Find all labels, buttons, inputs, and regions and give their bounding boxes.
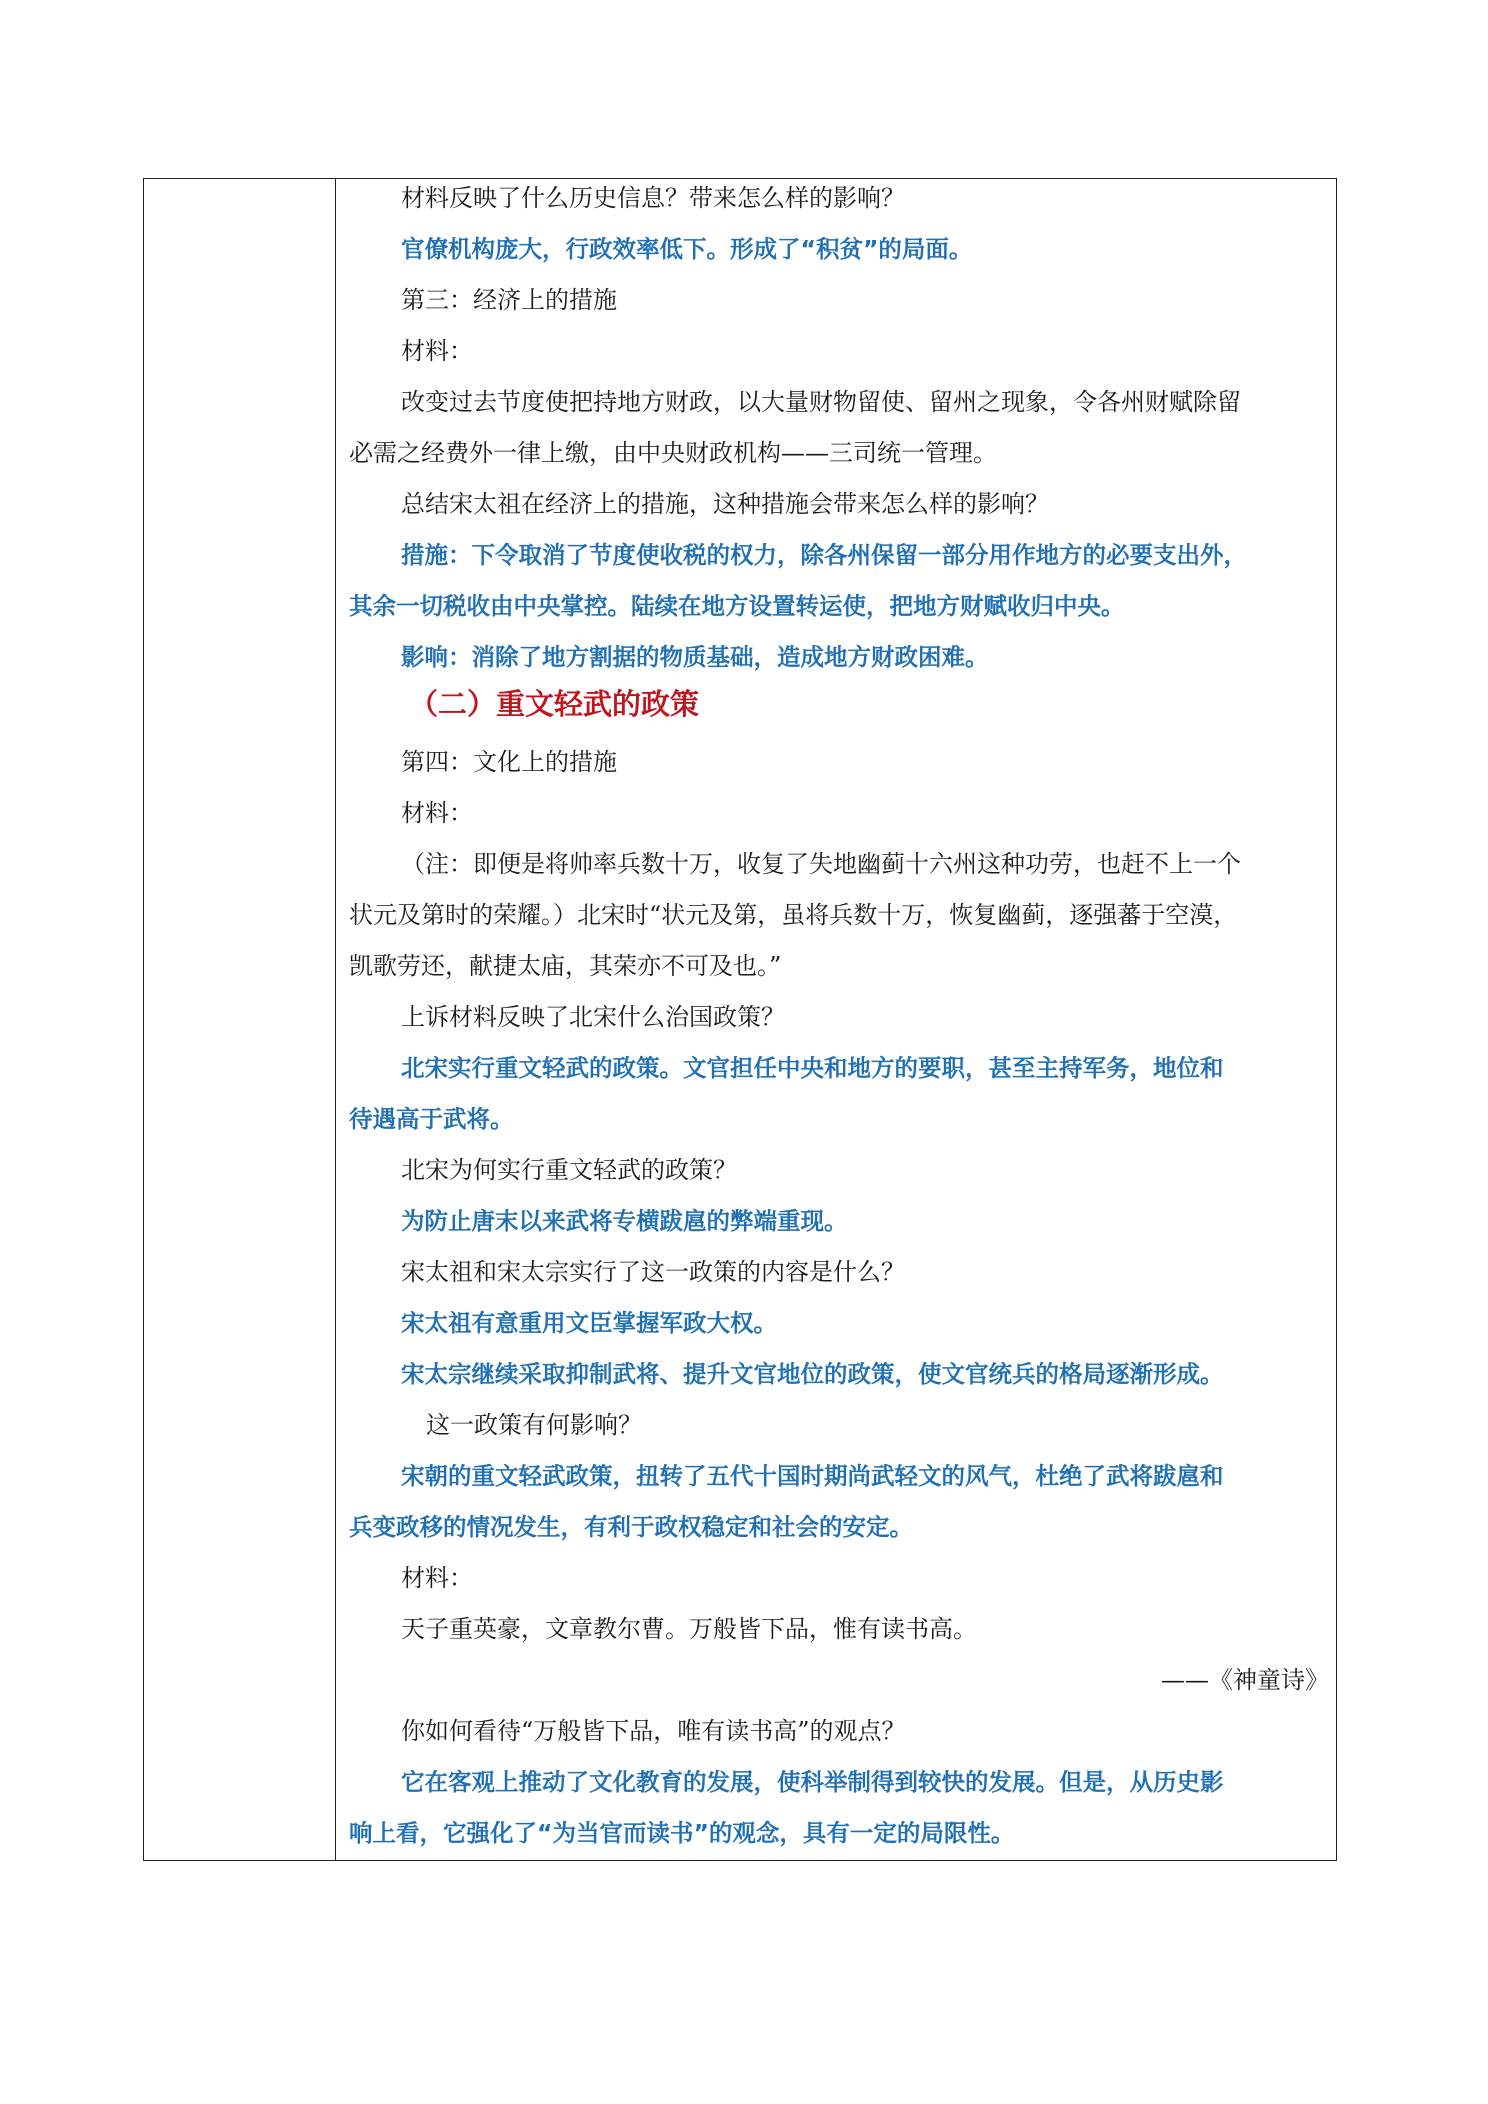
material-text: 凯歌劳还，献捷太庙，其荣亦不可及也。” <box>349 952 782 980</box>
material-text: 天子重英豪，文章教尔曹。万般皆下品，惟有读书高。 <box>401 1615 977 1643</box>
answer-text: 响上看，它强化了“为当官而读书”的观念，具有一定的局限性。 <box>349 1819 1015 1847</box>
material-label: 材料： <box>401 1564 473 1592</box>
answer-text: 措施：下令取消了节度使收税的权力，除各州保留一部分用作地方的必要支出外， <box>401 541 1247 569</box>
section-heading: （二）重文轻武的政策 <box>409 687 700 721</box>
material-text: 必需之经费外一律上缴，由中央财政机构——三司统一管理。 <box>349 439 997 467</box>
material-source: ——《神童诗》 <box>1161 1666 1329 1694</box>
answer-text: 其余一切税收由中央掌控。陆续在地方设置转运使，把地方财赋收归中央。 <box>349 592 1125 620</box>
answer-text: 宋太宗继续采取抑制武将、提升文官地位的政策，使文官统兵的格局逐渐形成。 <box>401 1360 1224 1388</box>
column-divider <box>335 179 336 1860</box>
answer-text: 兵变政移的情况发生，有利于政权稳定和社会的安定。 <box>349 1513 913 1541</box>
material-text: 改变过去节度使把持地方财政，以大量财物留使、留州之现象，令各州财赋除留 <box>401 388 1241 416</box>
material-text: （注：即便是将帅率兵数十万，收复了失地幽蓟十六州这种功劳，也赶不上一个 <box>401 850 1241 878</box>
material-label: 材料： <box>401 799 473 827</box>
answer-text: 宋太祖有意重用文臣掌握军政大权。 <box>401 1309 777 1337</box>
answer-text: 待遇高于武将。 <box>349 1105 514 1133</box>
answer-text: 官僚机构庞大，行政效率低下。形成了“积贫”的局面。 <box>401 235 973 263</box>
question-text: 材料反映了什么历史信息？带来怎么样的影响？ <box>401 184 905 212</box>
section-label: 第三：经济上的措施 <box>401 286 617 314</box>
question-text: 这一政策有何影响？ <box>426 1411 642 1439</box>
section-label: 第四：文化上的措施 <box>401 748 617 776</box>
question-text: 你如何看待“万般皆下品，唯有读书高”的观点？ <box>401 1717 906 1745</box>
answer-text: 为防止唐末以来武将专横跋扈的弊端重现。 <box>401 1207 848 1235</box>
answer-text: 影响：消除了地方割据的物质基础，造成地方财政困难。 <box>401 643 989 671</box>
answer-text: 它在客观上推动了文化教育的发展，使科举制得到较快的发展。但是，从历史影 <box>401 1768 1224 1796</box>
question-text: 北宋为何实行重文轻武的政策？ <box>401 1156 737 1184</box>
question-text: 宋太祖和宋太宗实行了这一政策的内容是什么？ <box>401 1258 905 1286</box>
answer-text: 北宋实行重文轻武的政策。文官担任中央和地方的要职，甚至主持军务，地位和 <box>401 1054 1224 1082</box>
lesson-table <box>143 178 1337 1861</box>
answer-text: 宋朝的重文轻武政策，扭转了五代十国时期尚武轻文的风气，杜绝了武将跋扈和 <box>401 1462 1224 1490</box>
question-text: 上诉材料反映了北宋什么治国政策？ <box>401 1003 785 1031</box>
material-text: 状元及第时的荣耀。）北宋时“状元及第，虽将兵数十万，恢复幽蓟，逐强蕃于空漠， <box>349 901 1238 929</box>
material-label: 材料： <box>401 337 473 365</box>
question-text: 总结宋太祖在经济上的措施，这种措施会带来怎么样的影响？ <box>401 490 1049 518</box>
